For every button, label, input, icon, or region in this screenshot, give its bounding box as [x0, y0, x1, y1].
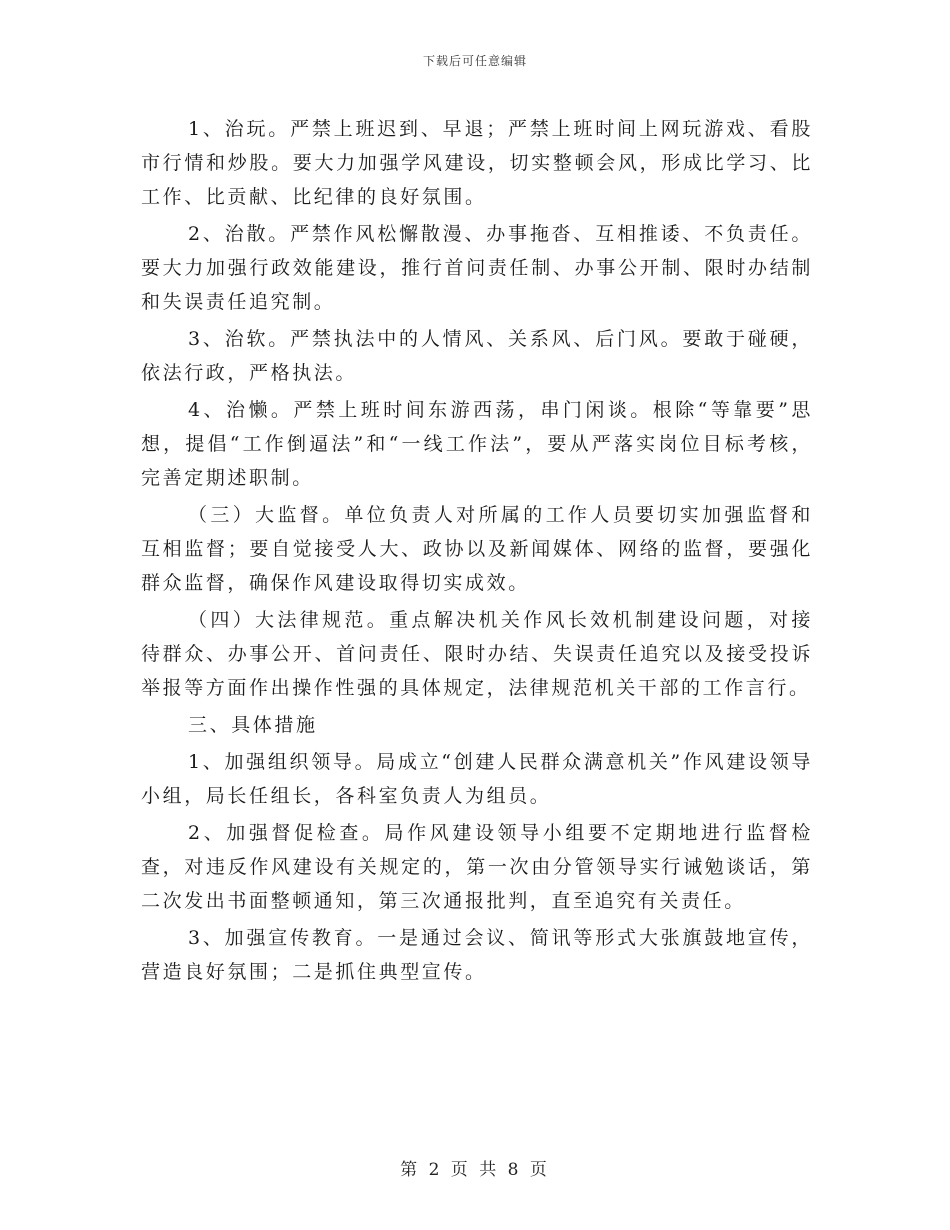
paragraph-zhi-lan: 4、治懒。严禁上班时间东游西荡，串门闲谈。根除“等靠要”思想，提倡“工作倒逼法”和“一线工作法”，要从严落实岗位目标考核，完善定期述职制。 [141, 399, 813, 489]
paragraph-da-fa-lv-gui-fan: （四）大法律规范。重点解决机关作风长效机制建设问题，对接待群众、办事公开、首问责任、限时办结、失误责任追究以及接受投诉举报等方面作出操作性强的具体规定，法律规范机关干部的工作言行。 [141, 609, 813, 699]
paragraph-du-cu-jian-cha: 2、加强督促检查。局作风建设领导小组要不定期地进行监督检查，对违反作风建设有关规定的，第一次由分管领导实行诫勉谈话，第二次发出书面整顿通知，第三次通报批判，直至追究有关责任。 [141, 822, 813, 912]
paragraph-zhi-ruan: 3、治软。严禁执法中的人情风、关系风、后门风。要敢于碰硬，依法行政，严格执法。 [141, 328, 813, 384]
section-heading-ju-ti-cuo-shi: 三、具体措施 [188, 714, 318, 736]
paragraph-xuan-chuan-jiao-yu: 3、加强宣传教育。一是通过会议、简讯等形式大张旗鼓地宣传，营造良好氛围；二是抓住典型宣传。 [141, 927, 813, 983]
page-header: 下载后可任意编辑 [422, 54, 527, 68]
paragraph-zhi-san: 2、治散。严禁作风松懈散漫、办事拖沓、互相推诿、不负责任。要大力加强行政效能建设，推行首问责任制、办事公开制、限时办结制和失误责任追究制。 [141, 223, 813, 313]
document-body [141, 112, 813, 992]
page-number: 第 2 页 共 8 页 [400, 1160, 550, 1180]
paragraph-da-jian-du: （三）大监督。单位负责人对所属的工作人员要切实加强监督和互相监督；要自觉接受人大、政协以及新闻媒体、网络的监督，要强化群众监督，确保作风建设取得切实成效。 [141, 504, 813, 594]
paragraph-zu-zhi-ling-dao: 1、加强组织领导。局成立“创建人民群众满意机关”作风建设领导小组，局长任组长，各科室负责人为组员。 [141, 751, 813, 807]
paragraph-zhi-wan: 1、治玩。严禁上班迟到、早退；严禁上班时间上网玩游戏、看股市行情和炒股。要大力加强学风建设，切实整顿会风，形成比学习、比工作、比贡献、比纪律的良好氛围。 [141, 118, 813, 208]
